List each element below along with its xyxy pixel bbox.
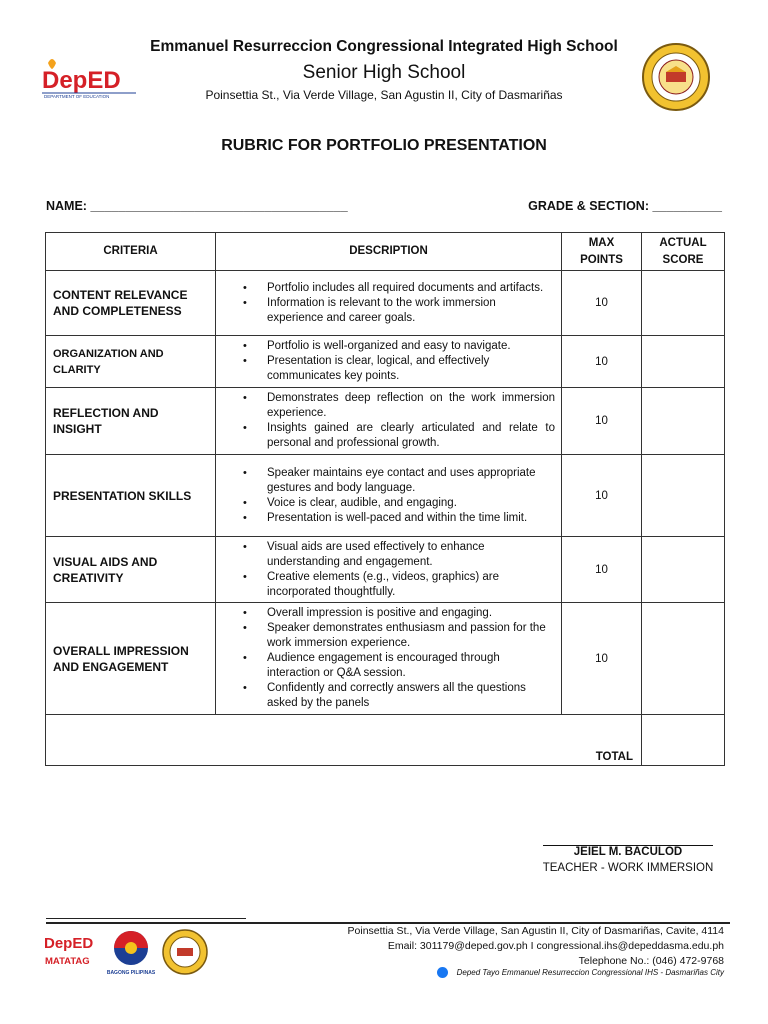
svg-text:DEPARTMENT OF EDUCATION: DEPARTMENT OF EDUCATION bbox=[44, 94, 110, 99]
list-item: • Presentation is well-paced and within the time limit. bbox=[216, 511, 555, 526]
signatory-name: JEIEL M. BACULOD bbox=[573, 846, 683, 858]
name-field[interactable]: NAME: _____________________________________ bbox=[46, 199, 348, 213]
table-row bbox=[46, 455, 725, 537]
footer-email[interactable]: Email: 301179@deped.gov.ph I congressional.ihs@depeddasma.edu.ph bbox=[387, 940, 724, 952]
list-item: • Demonstrates deep reflection on the work immersion experience. bbox=[216, 391, 555, 421]
actual-score-cell[interactable] bbox=[642, 336, 725, 388]
list-item: • Visual aids are used effectively to enhance understanding and engagement. bbox=[216, 540, 555, 570]
table-header-row bbox=[46, 233, 725, 271]
footer-facebook-page[interactable]: Deped Tayo Emmanuel Resurreccion Congressional IHS - Dasmariñas City bbox=[456, 968, 724, 977]
max-points-cell: 10 bbox=[562, 537, 642, 603]
rubric-table bbox=[45, 232, 725, 766]
actual-score-cell[interactable] bbox=[642, 388, 725, 455]
footer-address: Poinsettia St., Via Verde Village, San Agustin II, City of Dasmariñas, Cavite, 4114 bbox=[347, 925, 724, 937]
criteria-cell: CONTENT RELEVANCE AND COMPLETENESS bbox=[46, 271, 216, 336]
total-row bbox=[46, 715, 725, 766]
table-row bbox=[46, 603, 725, 715]
header-actual-score: ACTUAL SCORE bbox=[642, 233, 725, 271]
list-item: • Speaker maintains eye contact and uses appropriate gestures and body language. bbox=[216, 466, 555, 496]
footer-deped-matatag-logo bbox=[44, 932, 100, 972]
svg-text:DepED: DepED bbox=[44, 935, 94, 952]
footer-school-seal-icon bbox=[160, 928, 210, 976]
footer-telephone: Telephone No.: (046) 472-9768 bbox=[578, 955, 724, 967]
school-name: Emmanuel Resurreccion Congressional Integrated High School bbox=[150, 38, 618, 55]
list-item: • Confidently and correctly answers all the questions asked by the panels bbox=[216, 681, 555, 711]
criteria-cell: OVERALL IMPRESSION AND ENGAGEMENT bbox=[46, 603, 216, 715]
grade-section-field[interactable]: GRADE & SECTION: __________ bbox=[528, 199, 722, 213]
table-row bbox=[46, 388, 725, 455]
total-label: TOTAL bbox=[46, 715, 642, 766]
facebook-icon bbox=[437, 967, 448, 978]
actual-score-cell[interactable] bbox=[642, 537, 725, 603]
actual-score-cell[interactable] bbox=[642, 603, 725, 715]
description-cell bbox=[216, 455, 562, 537]
actual-score-cell[interactable] bbox=[642, 455, 725, 537]
page-title: RUBRIC FOR PORTFOLIO PRESENTATION bbox=[221, 137, 547, 154]
department-name: Senior High School bbox=[302, 62, 466, 83]
criteria-cell: VISUAL AIDS AND CREATIVITY bbox=[46, 537, 216, 603]
max-points-cell: 10 bbox=[562, 271, 642, 336]
list-item: • Portfolio is well-organized and easy to navigate. bbox=[216, 339, 555, 354]
max-points-cell: 10 bbox=[562, 336, 642, 388]
header-max-points: MAX POINTS bbox=[562, 233, 642, 271]
svg-text:DepED: DepED bbox=[42, 67, 121, 94]
list-item: • Speaker demonstrates enthusiasm and passion for the work immersion experience. bbox=[216, 621, 555, 651]
description-cell bbox=[216, 388, 562, 455]
list-item: • Portfolio includes all required documents and artifacts. bbox=[216, 281, 555, 296]
list-item: • Voice is clear, audible, and engaging. bbox=[216, 496, 555, 511]
criteria-cell: REFLECTION AND INSIGHT bbox=[46, 388, 216, 455]
actual-score-cell[interactable] bbox=[642, 271, 725, 336]
list-item: • Overall impression is positive and engaging. bbox=[216, 606, 555, 621]
criteria-cell: PRESENTATION SKILLS bbox=[46, 455, 216, 537]
max-points-cell: 10 bbox=[562, 455, 642, 537]
signatory-role: TEACHER - WORK IMMERSION bbox=[542, 862, 714, 874]
table-row bbox=[46, 271, 725, 336]
school-address: Poinsettia St., Via Verde Village, San Agustin II, City of Dasmariñas bbox=[205, 88, 563, 102]
max-points-cell: 10 bbox=[562, 388, 642, 455]
list-item: • Insights gained are clearly articulated and relate to personal and professional growth. bbox=[216, 421, 555, 451]
description-cell bbox=[216, 603, 562, 715]
svg-text:BAGONG PILIPINAS: BAGONG PILIPINAS bbox=[106, 970, 156, 976]
header-description: DESCRIPTION bbox=[216, 233, 562, 271]
criteria-cell: ORGANIZATION AND CLARITY bbox=[46, 336, 216, 388]
svg-text:MATATAG: MATATAG bbox=[45, 956, 90, 967]
list-item: • Presentation is clear, logical, and effectively communicates key points. bbox=[216, 354, 555, 384]
description-cell bbox=[216, 537, 562, 603]
list-item: • Audience engagement is encouraged through interaction or Q&A session. bbox=[216, 651, 555, 681]
max-points-cell: 10 bbox=[562, 603, 642, 715]
description-cell bbox=[216, 336, 562, 388]
bagong-pilipinas-logo bbox=[104, 928, 158, 976]
table-row bbox=[46, 336, 725, 388]
header-criteria: CRITERIA bbox=[46, 233, 216, 271]
total-score-cell[interactable] bbox=[642, 715, 725, 766]
footer-divider bbox=[46, 922, 730, 924]
description-cell bbox=[216, 271, 562, 336]
table-row bbox=[46, 537, 725, 603]
list-item: • Information is relevant to the work immersion experience and career goals. bbox=[216, 296, 555, 326]
footer-divider-short bbox=[46, 918, 246, 919]
list-item: • Creative elements (e.g., videos, graphics) are incorporated thoughtfully. bbox=[216, 570, 555, 600]
